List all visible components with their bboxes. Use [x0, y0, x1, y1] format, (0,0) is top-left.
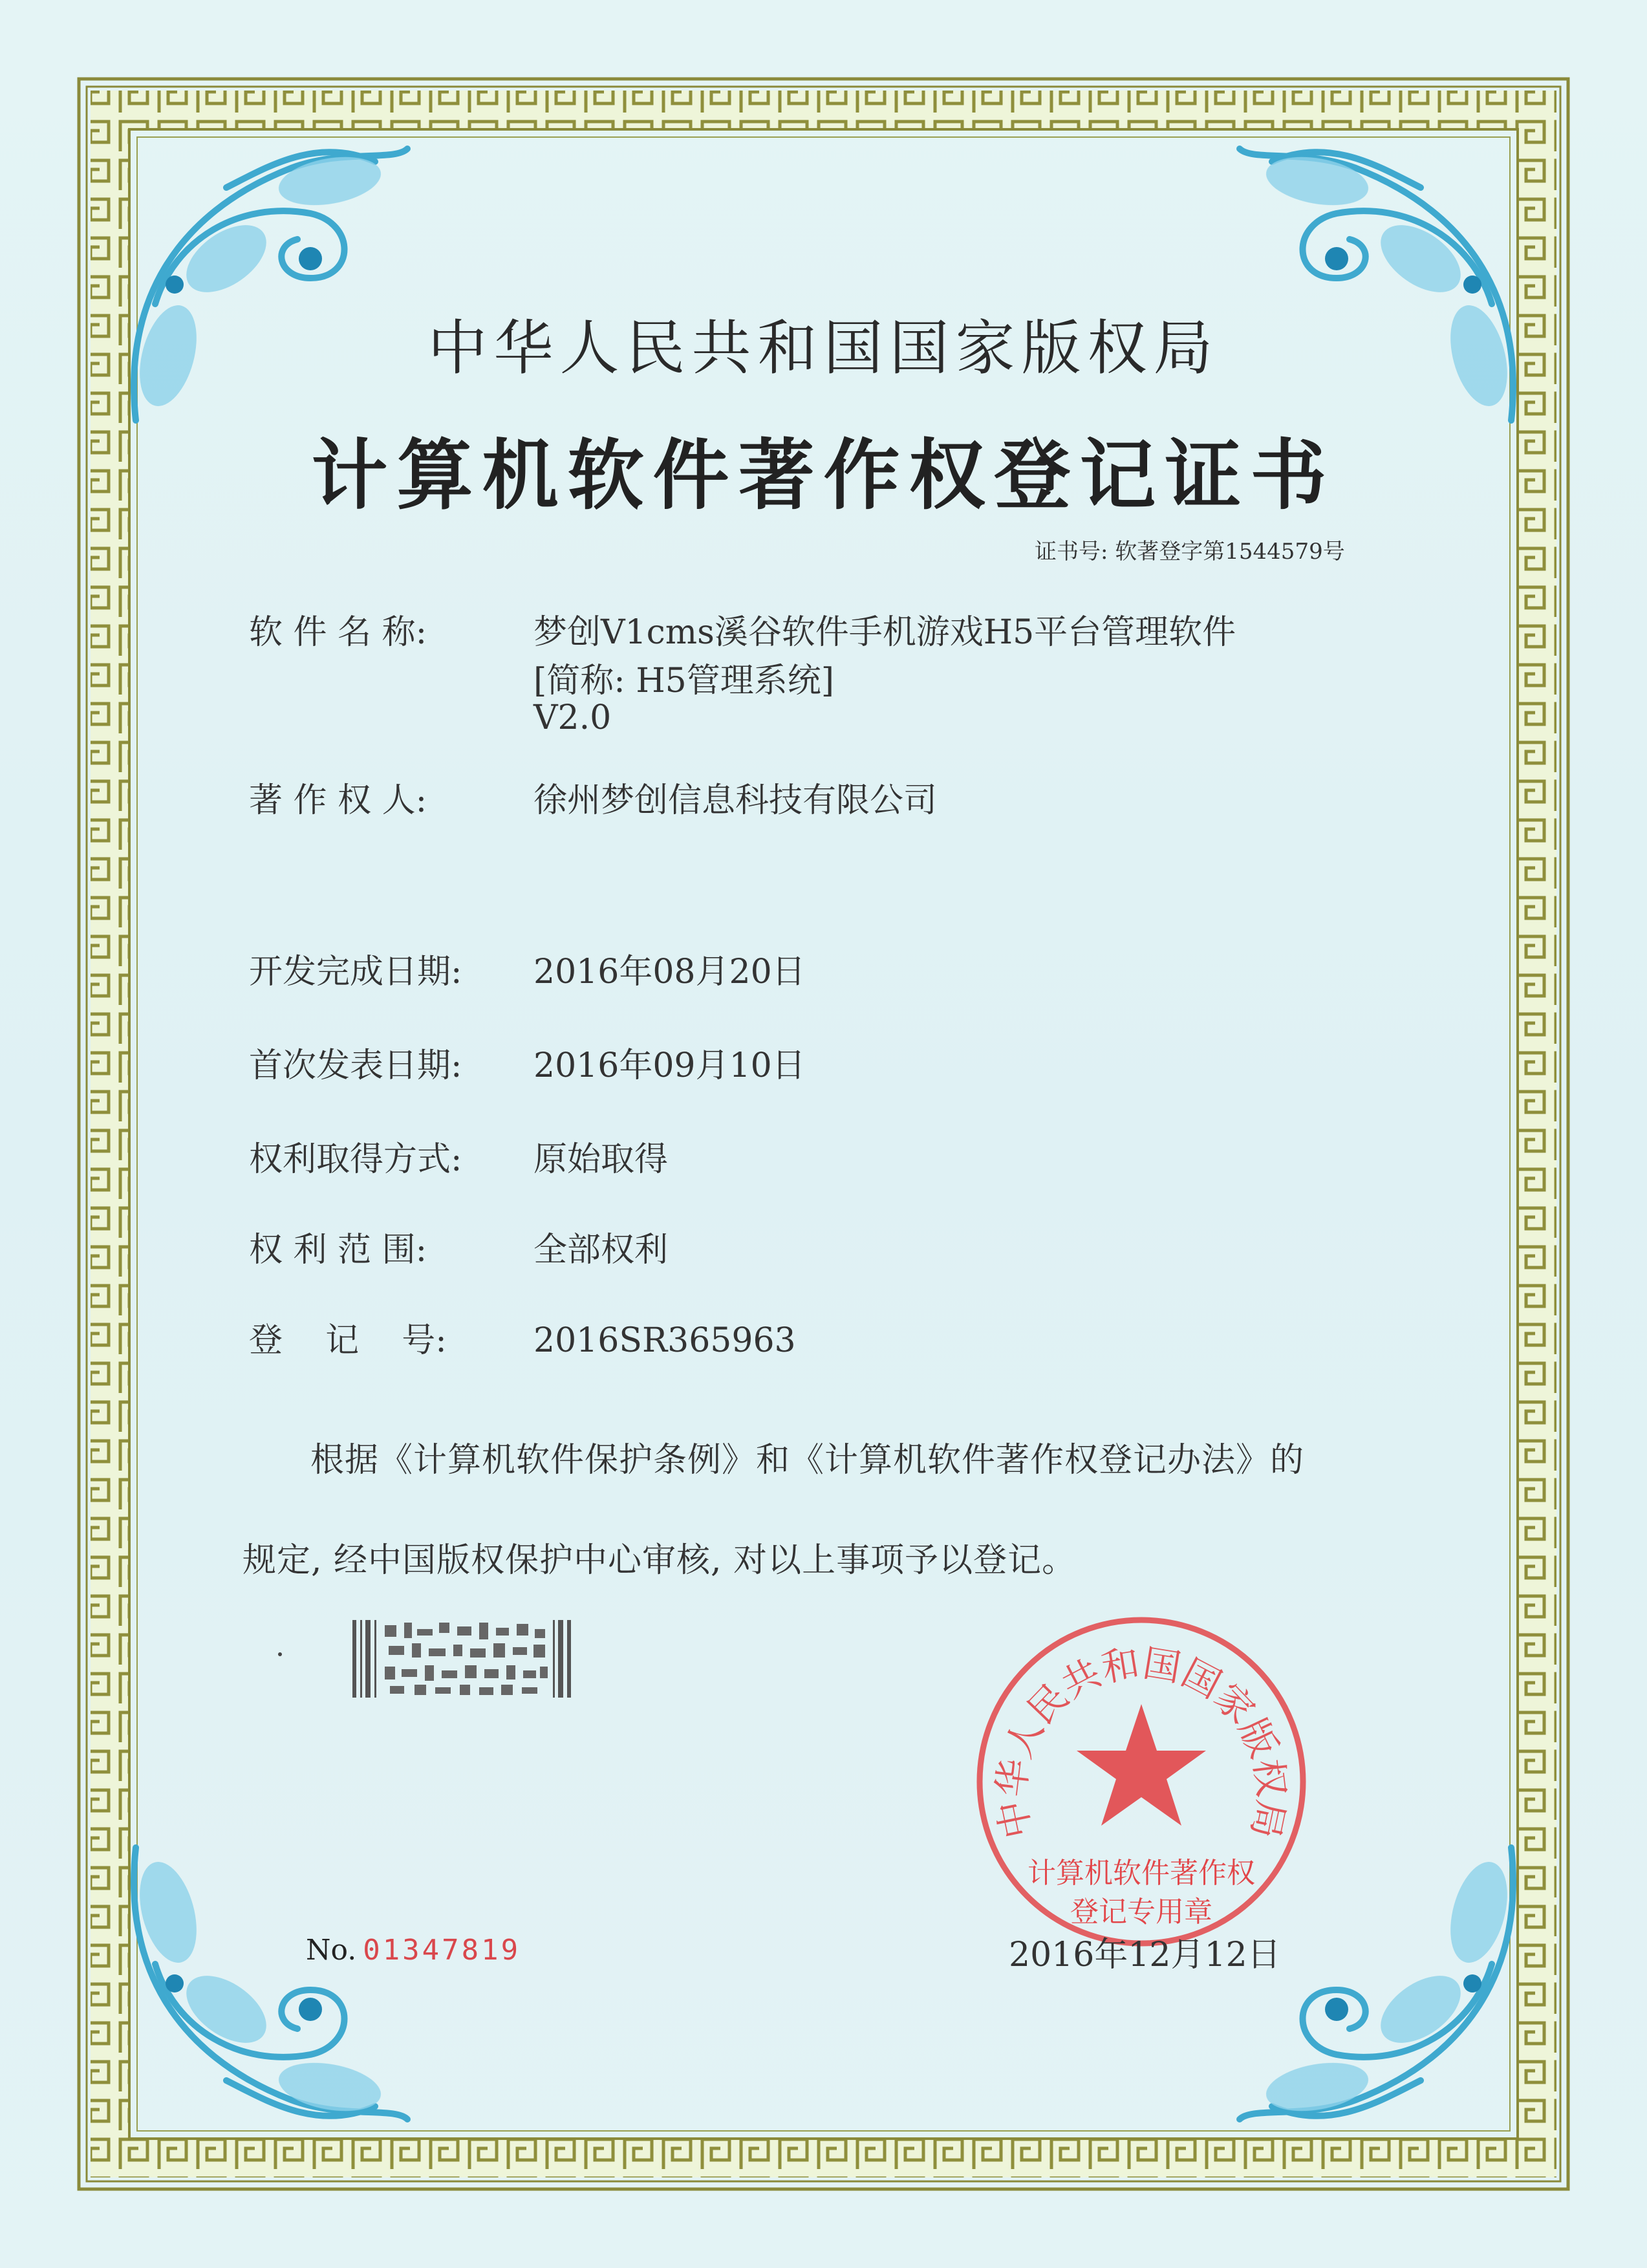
- software-version: V2.0: [533, 698, 612, 737]
- rights-scope-row: [249, 1222, 668, 1271]
- rights-scope-value: 全部权利: [533, 1231, 669, 1269]
- serial-prefix: No.: [306, 1934, 357, 1967]
- first-publish-date-value: 2016年09月10日: [533, 1046, 806, 1085]
- mark-dot: [278, 1652, 282, 1656]
- copyright-holder-value: 徐州梦创信息科技有限公司: [533, 781, 938, 820]
- statement-line-1: 根据《计算机软件保护条例》和《计算机软件著作权登记办法》的: [310, 1441, 1305, 1480]
- copyright-holder-row: [249, 773, 937, 821]
- corner-ornament-icon: [97, 1822, 433, 2158]
- copyright-holder-label: 著 作 权 人:: [249, 781, 427, 820]
- software-short-name: [简称: H5管理系统]: [533, 662, 835, 700]
- certificate-title: 计算机软件著作权登记证书: [311, 430, 1336, 520]
- serial-value: 01347819: [363, 1934, 521, 1967]
- registration-number-value: 2016SR365963: [533, 1321, 796, 1360]
- certificate-number-value: 软著登字第1544579号: [1115, 539, 1345, 565]
- certificate-number-label: 证书号:: [1035, 539, 1108, 565]
- first-publish-date-row: [249, 1038, 806, 1086]
- software-name-label: 软 件 名 称:: [249, 613, 427, 652]
- corner-ornament-icon: [1214, 110, 1550, 446]
- rights-scope-label: 权 利 范 围:: [249, 1231, 427, 1269]
- software-name-row: [249, 605, 1236, 653]
- certificate-number: [1035, 534, 1345, 565]
- seal-text-line-2: 登记专用章: [1070, 1895, 1212, 1928]
- registration-number-row: [249, 1313, 796, 1361]
- dev-complete-date-label: 开发完成日期:: [249, 953, 462, 991]
- dev-complete-date-row: [249, 944, 806, 993]
- seal-ring-text: 中华人民共和国国家版权局: [989, 1641, 1294, 1842]
- acquisition-method-value: 原始取得: [533, 1140, 669, 1179]
- dev-complete-date-value: 2016年08月20日: [533, 953, 806, 991]
- acquisition-method-label: 权利取得方式:: [249, 1140, 462, 1179]
- seal-text-line-1: 计算机软件著作权: [1028, 1857, 1255, 1890]
- software-name-value: 梦创V1cms溪谷软件手机游戏H5平台管理软件: [533, 613, 1236, 652]
- acquisition-method-row: [249, 1132, 668, 1180]
- corner-ornament-icon: [97, 110, 433, 446]
- issue-date: 2016年12月12日: [1009, 1936, 1281, 1974]
- statement-line-2: 规定, 经中国版权保护中心审核, 对以上事项予以登记。: [242, 1541, 1077, 1580]
- registration-number-label: 登 记 号:: [249, 1321, 447, 1360]
- serial-number: [306, 1934, 521, 1967]
- issuing-authority: 中华人民共和国国家版权局: [427, 314, 1220, 383]
- first-publish-date-label: 首次发表日期:: [249, 1046, 462, 1085]
- barcode-icon: [352, 1620, 572, 1698]
